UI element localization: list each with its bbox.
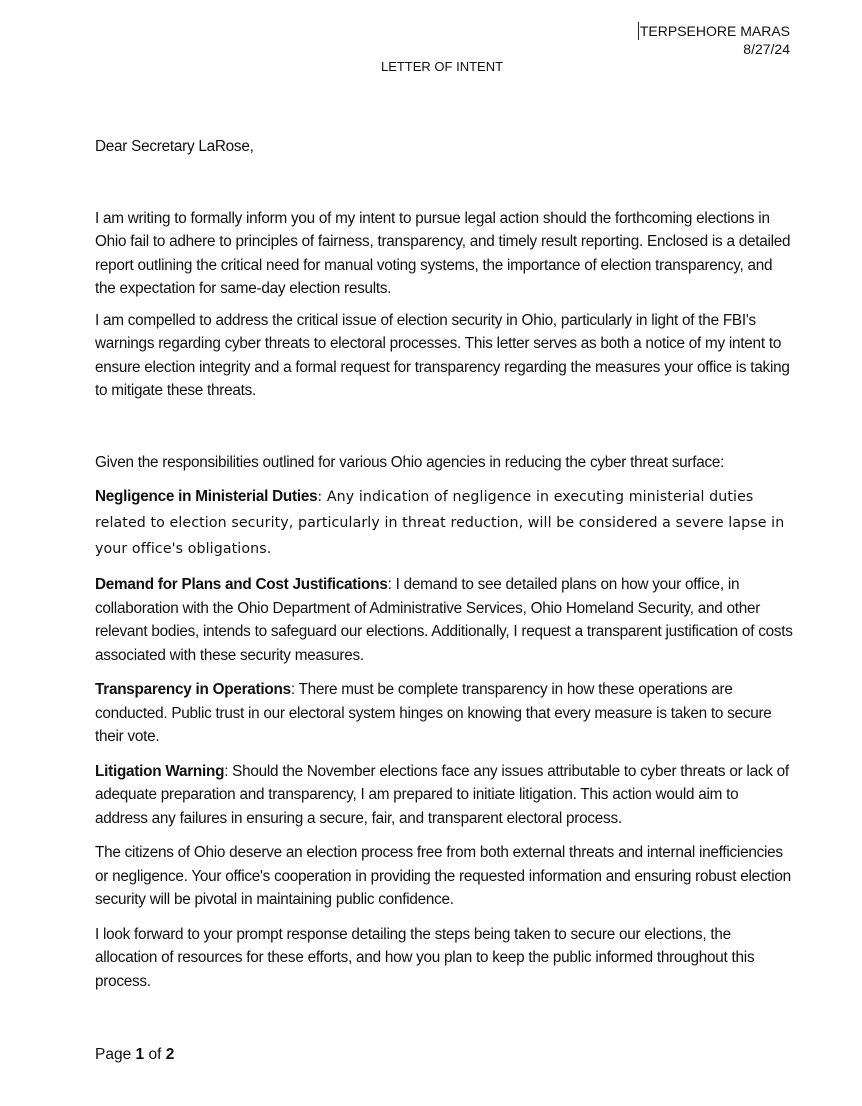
intro-paragraph: I am writing to formally inform you of my intent to pursue legal action should the forthcoming elections in Ohio fail to adhere to principles of fairness, transparency, and timely result reporting. Enclosed is a detailed report outlining the critical need for manual voting systems, the importance of election transparency, and the expectation for same-day election results. — [95, 209, 791, 297]
item-plans-costs — [95, 573, 795, 667]
greeting: Dear Secretary LaRose, — [95, 138, 254, 155]
current-page: 1 — [135, 1046, 145, 1063]
item-transparency — [95, 678, 795, 749]
letter-date: 8/27/24 — [743, 41, 790, 57]
total-pages: 2 — [165, 1046, 175, 1063]
letter-title: LETTER OF INTENT — [380, 59, 504, 74]
item-heading: Litigation Warning — [95, 762, 225, 780]
responsibilities-paragraph: Given the responsibilities outlined for various Ohio agencies in reducing the cyber threat surface: — [95, 453, 725, 471]
item-text: : I demand to see detailed plans on how your office, in collaboration with the Ohio Department of Administrative Services, Ohio Homeland Security, and other relevant bodies, intends to safeguard our elections. Additionally, I request a transparent justification of costs associated with these security measures. — [95, 576, 793, 664]
letter-body — [95, 135, 795, 993]
item-heading: Demand for Plans and Cost Justifications — [95, 576, 388, 593]
item-heading: Negligence in Ministerial Duties — [95, 488, 318, 505]
sender-name: TERPSEHORE MARAS — [639, 23, 790, 39]
item-heading: Transparency in Operations — [95, 681, 291, 698]
item-negligence — [95, 484, 795, 562]
sender-block — [638, 22, 790, 58]
item-text: : There must be complete transparency in how these operations are conducted. Public trust in our electoral system hinges on knowing that every measure is taken to secure their vote. — [95, 681, 772, 745]
page-word: Page — [95, 1046, 132, 1063]
item-text: : Any indication of negligence in executing ministerial duties related to election security, particularly in threat reduction, will be considered a severe lapse in your office's obligations. — [95, 489, 785, 557]
item-text: : Should the November elections face any issues attributable to cyber threats or lack of adequate preparation and transparency, I am prepared to initiate litigation. This action would aim to address any failures in ensuring a secure, fair, and transparent electoral process. — [95, 762, 789, 827]
page-number — [95, 1046, 174, 1064]
citizens-paragraph: The citizens of Ohio deserve an election process free from both external threats and internal inefficiencies or negligence. Your office's cooperation in providing the requested information and ensuring robust election security will be pivotal in maintaining public confidence. — [95, 844, 791, 908]
closing-paragraph: I look forward to your prompt response detailing the steps being taken to secure our elections, the allocation of resources for these efforts, and how you plan to keep the public informed throughout this process. — [95, 925, 755, 990]
security-paragraph: I am compelled to address the critical issue of election security in Ohio, particularly in light of the FBI's warnings regarding cyber threats to electoral processes. This letter serves as both a notice of my intent to ensure election integrity and a formal request for transparency regarding the measures your office is taking to mitigate these threats. — [95, 311, 790, 399]
of-word: of — [148, 1046, 162, 1063]
item-litigation — [95, 760, 795, 831]
